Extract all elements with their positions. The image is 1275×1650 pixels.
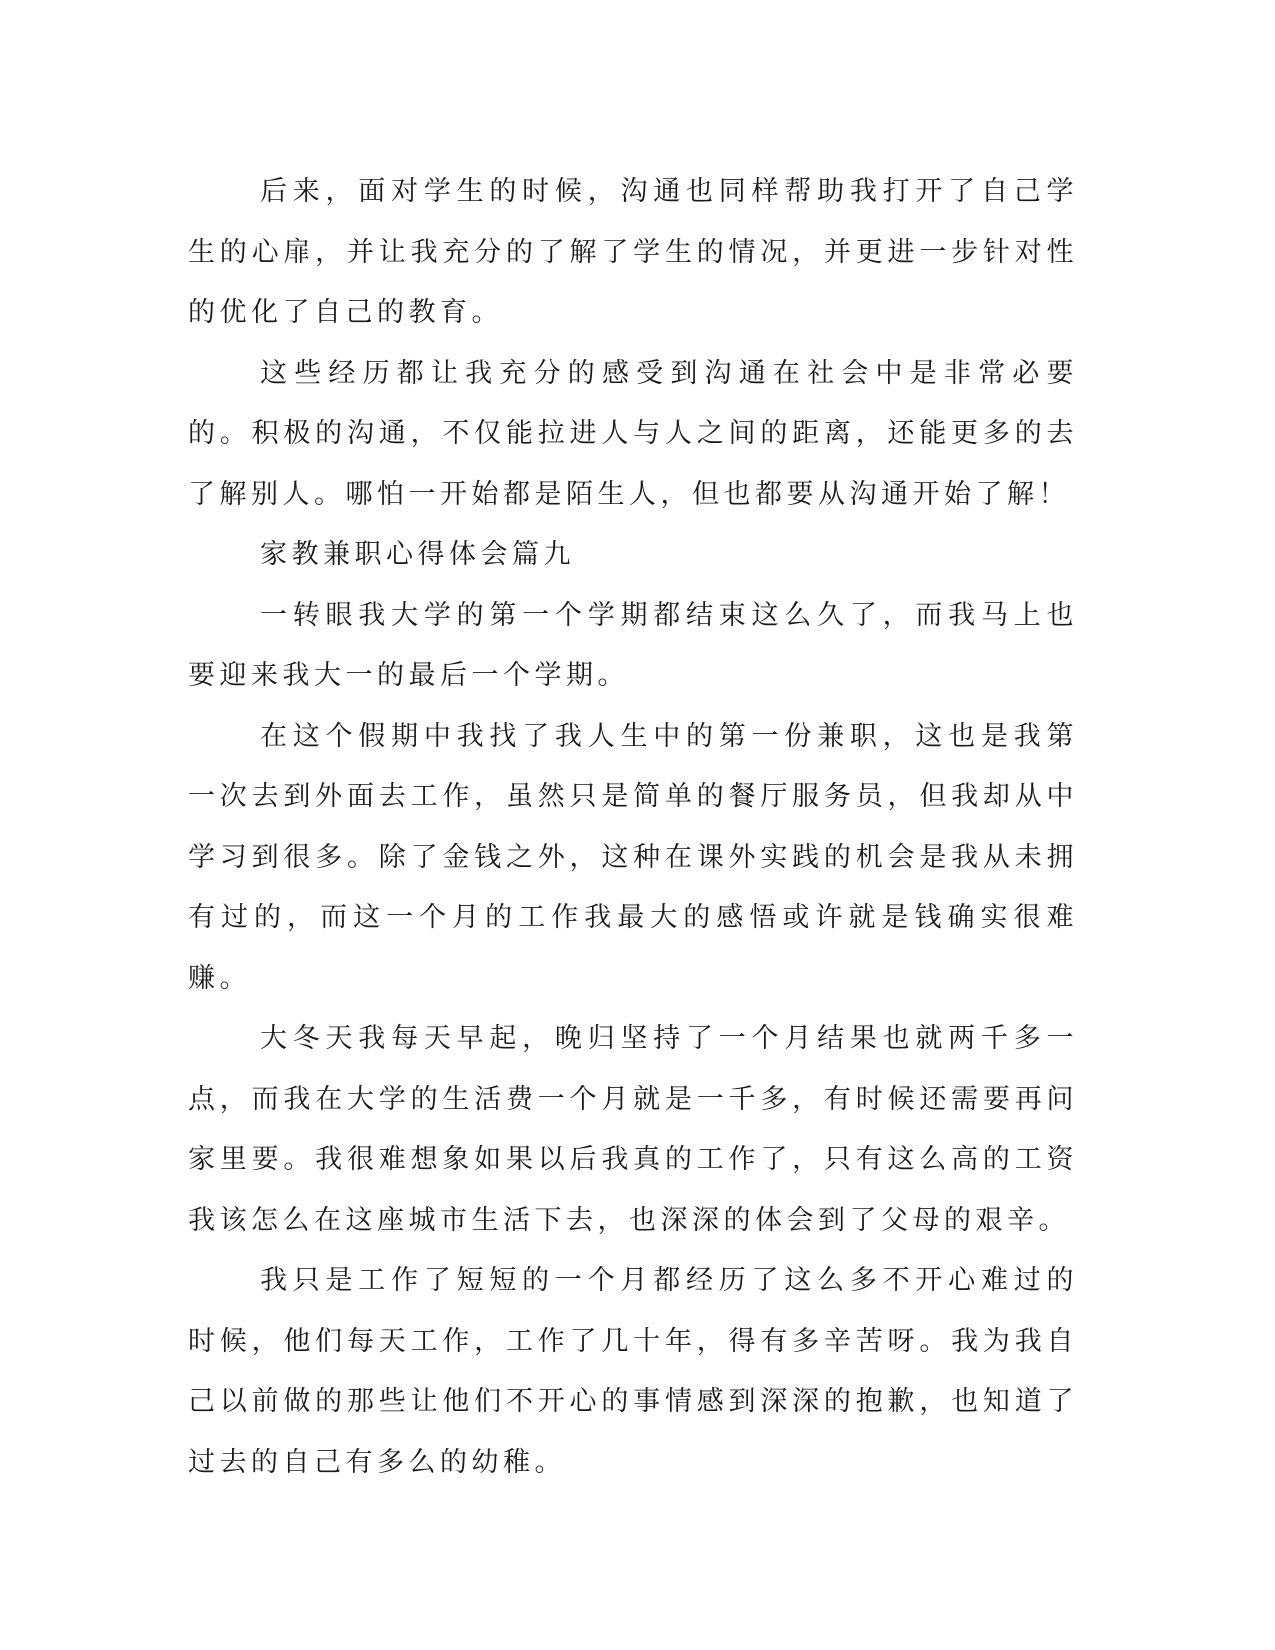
section-heading: 家教兼职心得体会篇九 — [260, 539, 575, 570]
paragraph: 我只是工作了短短的一个月都经历了这么多不开心难过的时候，他们每天工作，工作了几十年，得有多辛苦呀。我为我自己以前做的那些让他们不开心的事情感到深深的抱歉，也知道了过去的自己有多么的幼稚。 — [188, 1265, 1078, 1478]
paragraph: 这些经历都让我充分的感受到沟通在社会中是非常必要的。积极的沟通，不仅能拉进人与人之间的距离，还能更多的去了解别人。哪怕一开始都是陌生人，但也都要从沟通开始了解！ — [188, 357, 1078, 510]
document-body — [188, 162, 1078, 1493]
paragraph: 大冬天我每天早起，晚归坚持了一个月结果也就两千多一点，而我在大学的生活费一个月就是一千多，有时候还需要再问家里要。我很难想象如果以后我真的工作了，只有这么高的工资我该怎么在这座城市生活下去，也深深的体会到了父母的艰辛。 — [188, 1023, 1078, 1236]
paragraph: 后来，面对学生的时候，沟通也同样帮助我打开了自己学生的心扉，并让我充分的了解了学生的情况，并更进一步针对性的优化了自己的教育。 — [188, 176, 1078, 328]
paragraph: 在这个假期中我找了我人生中的第一份兼职，这也是我第一次去到外面去工作，虽然只是简单的餐厅服务员，但我却从中学习到很多。除了金钱之外，这种在课外实践的机会是我从未拥有过的，而这一个月的工作我最大的感悟或许就是钱确实很难赚。 — [188, 720, 1078, 994]
paragraph: 一转眼我大学的第一个学期都结束这么久了，而我马上也要迎来我大一的最后一个学期。 — [188, 599, 1078, 691]
